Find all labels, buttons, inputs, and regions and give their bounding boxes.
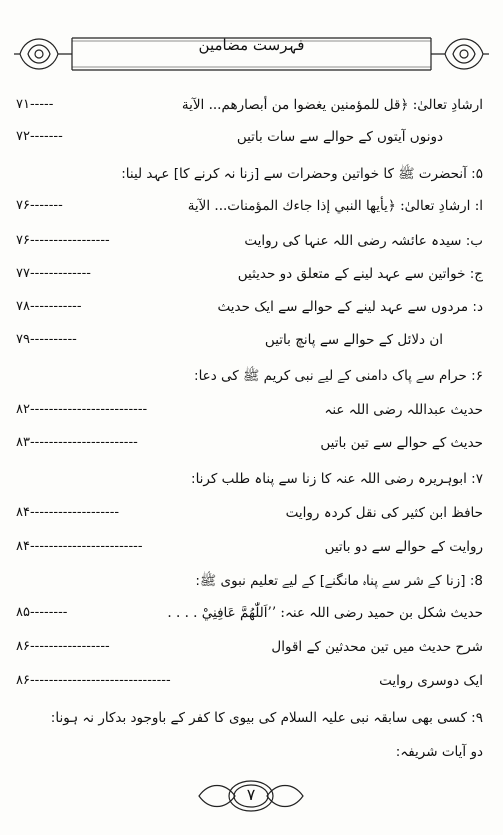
entry-page: ۷۹---------- (16, 332, 77, 347)
page-number: ۷ (246, 785, 256, 804)
entry-text: ۵: آنحضرت ﷺ کا خواتین وحضرات سے [زنا نہ کرنے کا] عہد لینا: (121, 166, 483, 182)
section-heading (20, 366, 483, 386)
entry-page: ۷۶------- (16, 198, 63, 213)
toc-entry (16, 400, 483, 420)
entry-page: ۷۶----------------- (16, 233, 110, 248)
section-heading (20, 571, 483, 591)
toc-entry (16, 231, 483, 251)
entry-page: ۸۴------------------- (16, 505, 120, 520)
entry-page: ۷۸----------- (16, 299, 82, 314)
section-heading (20, 469, 483, 489)
entry-text: ایک دوسری روایت (379, 673, 483, 689)
entry-text: ۹: کسی بھی سابقہ نبی علیہ السلام کی بیوی کا کفر کے باوجود بدکار نہ ہونا: (50, 710, 483, 726)
section-heading (20, 742, 483, 762)
entry-text: ب: سیدہ عائشہ رضی اللہ عنہا کی روایت (244, 233, 483, 249)
entry-text: ۷: ابوہریرہ رضی اللہ عنہ کا زنا سے پناہ طلب کرنا: (191, 471, 483, 487)
entry-text: ان دلائل کے حوالے سے پانچ باتیں (264, 332, 443, 348)
toc-entry (16, 433, 483, 453)
toc-entry (16, 603, 483, 623)
entry-text: ا: ارشادِ تعالیٰ: ﴿يأيها النبي إذا جاءك المؤمنات... الآية (187, 198, 483, 214)
section-heading (20, 708, 483, 728)
entry-text: حدیث شکل بن حمید رضی اللہ عنہ: ’’اَللّٰهُمَّ عَافِنِيْ . . . . (167, 605, 483, 621)
toc-entry (16, 196, 483, 216)
entry-page: ۸۴------------------------ (16, 539, 143, 554)
entry-page: ۷۱----- (16, 97, 54, 112)
entry-text: حافظ ابن کثیر کی نقل کردہ روایت (285, 505, 483, 521)
page-footer (195, 776, 307, 816)
toc-entry (16, 637, 483, 657)
toc-entry (16, 297, 483, 317)
entry-page: ۸۵-------- (16, 605, 68, 620)
entry-page: ۷۲------- (16, 129, 63, 144)
entry-page: ۸۶----------------- (16, 639, 110, 654)
entry-page: ۸۶------------------------------ (16, 673, 171, 688)
entry-text: د: مردوں سے عہد لینے کے حوالے سے ایک حدیث (217, 299, 483, 315)
entry-page: ۸۳----------------------- (16, 435, 138, 450)
toc-entry (16, 537, 483, 557)
entry-text: ۶: حرام سے پاک دامنی کے لیے نبی کریم ﷺ کی دعا: (194, 368, 483, 384)
entry-text: ارشادِ تعالیٰ: ﴿قل للمؤمنين يغضوا من أبصارهم... الآية (181, 97, 483, 113)
toc-entry (16, 503, 483, 523)
toc-entry (16, 671, 483, 691)
toc-entry (16, 330, 443, 350)
toc-entry (16, 127, 443, 147)
page-header (12, 28, 491, 80)
entry-text: دونوں آیتوں کے حوالے سے سات باتیں (236, 129, 443, 145)
entry-text: ج: خواتین سے عہد لینے کے متعلق دو حدیثیں (237, 266, 483, 282)
entry-page: ۸۲------------------------- (16, 402, 148, 417)
entry-text: شرح حدیث میں تین محدثین کے اقوال (271, 639, 483, 655)
entry-text: حدیث کے حوالے سے تین باتیں (320, 435, 483, 451)
page-title: فہرست مضامین (198, 36, 305, 54)
entry-page: ۷۷------------- (16, 266, 91, 281)
section-heading (20, 164, 483, 184)
toc-entry (16, 95, 483, 115)
toc-entry (16, 264, 483, 284)
entry-text: حدیث عبداللہ رضی اللہ عنہ (324, 402, 483, 418)
entry-text: دو آیات شریفہ: (395, 744, 483, 760)
entry-text: روایت کے حوالے سے دو باتیں (324, 539, 483, 555)
entry-text: 8: [زنا کے شر سے پناہ مانگنے] کے لیے تعلیم نبوی ﷺ: (195, 573, 483, 589)
